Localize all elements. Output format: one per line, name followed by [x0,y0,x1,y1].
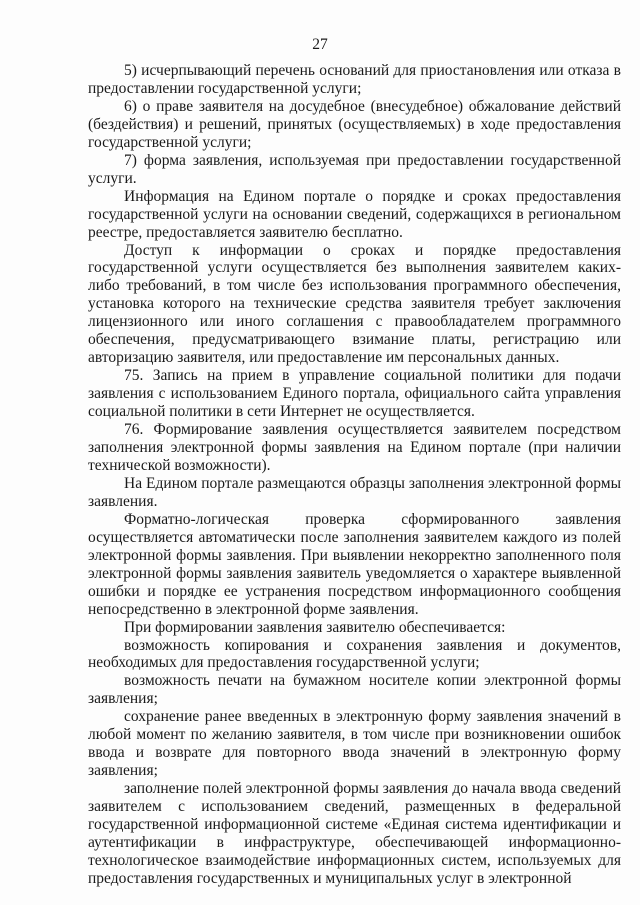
paragraph: Доступ к информации о сроках и порядке предоставления государственной услуги осуществляется без выполнения заявителем каких-либо требований, в том числе без использования программного обеспечения, установка которого на технические средства заявителя требует заключения лицензионного или иного соглашения с правообладателем программного обеспечения, предусматривающего взимание платы, регистрацию или авторизацию заявителя, или предоставление им персональных данных. [88,241,621,367]
paragraph: Информация на Едином портале о порядке и сроках предоставления государственной услуги на основании сведений, содержащихся в региональном реестре, предоставляется заявителю бесплатно. [88,187,621,241]
paragraph: 6) о праве заявителя на досудебное (внесудебное) обжалование действий (бездействия) и решений, принятых (осуществляемых) в ходе предоставления государственной услуги; [88,97,621,151]
paragraph: 76. Формирование заявления осуществляется заявителем посредством заполнения электронной формы заявления на Едином портале (при наличии технической возможности). [88,421,621,474]
page-number: 27 [312,36,328,53]
paragraph: Форматно-логическая проверка сформированного заявления осуществляется автоматически после заполнения заявителем каждого из полей электронной формы заявления. При выявлении некорректно заполненного поля электронной формы заявления заявитель уведомляется о характере выявленной ошибки и порядке ее устранения посредством информационного сообщения непосредственно в электронной форме заявления. [88,510,621,618]
paragraph: При формировании заявления заявителю обеспечивается: [124,618,506,636]
paragraph: 75. Запись на прием в управление социальной политики для подачи заявления с использованием Единого портала, официального сайта управления социальной политики в сети Интернет не осуществляется. [88,367,621,421]
paragraph: сохранение ранее введенных в электронную форму заявления значений в любой момент по желанию заявителя, в том числе при возникновении ошибок ввода и возврате для повторного ввода значений в электронную форму заявления; [88,708,621,780]
paragraph: возможность копирования и сохранения заявления и документов, необходимых для предоставления государственной услуги; [88,636,621,672]
paragraph: возможность печати на бумажном носителе копии электронной формы заявления; [88,672,621,708]
paragraph: 5) исчерпывающий перечень оснований для приостановления или отказа в предоставлении государственной услуги; [88,62,621,97]
paragraph: заполнение полей электронной формы заявления до начала ввода сведений заявителем с использованием сведений, размещенных в федеральной государственной информационной системе «Единая система идентификации и аутентификации в инфраструктуре, обеспечивающей информационно-технологическое взаимодействие информационных систем, используемых для предоставления государственных и муниципальных услуг в электронной [88,780,621,887]
paragraph: 7) форма заявления, используемая при предоставлении государственной услуги. [88,151,621,187]
document-body [88,62,621,888]
paragraph: На Едином портале размещаются образцы заполнения электронной формы заявления. [88,474,621,510]
